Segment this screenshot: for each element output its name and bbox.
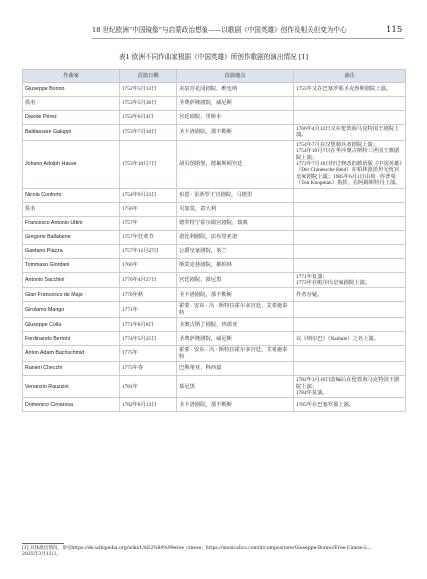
composer-cell: Girolamo Mango xyxy=(23,302,120,318)
composer-cell: Gregorio Ballabene xyxy=(23,230,120,244)
composer-cell: Venanzio Rauzzini xyxy=(23,376,120,398)
composer-cell: Antonio Sacchini xyxy=(23,272,120,288)
date-cell: 1757年12月27日 xyxy=(120,244,177,258)
date-cell: 1757年狂欢节 xyxy=(120,230,177,244)
venue-cell: 圣奥古斯丁剧院，热那亚 xyxy=(177,318,294,332)
date-cell: 1775年 xyxy=(120,346,177,362)
notes-cell xyxy=(294,302,406,318)
notes-cell xyxy=(294,346,406,362)
table-row xyxy=(23,230,406,244)
date-cell: 1756年 xyxy=(120,202,177,216)
notes-cell xyxy=(294,216,406,230)
header-rule xyxy=(92,38,404,39)
venue-cell: 贝加莫，意大利 xyxy=(177,202,294,216)
table-caption: 表1 欧洲不同作曲家根据《中国英雄》所创作歌剧的演出情况 [1] xyxy=(118,53,309,61)
notes-cell xyxy=(294,202,406,216)
table-row xyxy=(23,272,406,288)
date-cell: 1775年春 xyxy=(120,362,177,376)
date-cell: 1771年8月8日 xyxy=(120,318,177,332)
column-header-venue: 首演地点 xyxy=(177,70,294,83)
venue-cell: 霍蒙 · 安东 · 冯 · 斯特拉霍尔多宫廷，艾希施泰特 xyxy=(177,346,294,362)
table-row xyxy=(23,140,406,188)
composer-cell: Nicola Conforto xyxy=(23,188,120,202)
venue-cell: 巴斯蒂亚，科西嘉 xyxy=(177,362,294,376)
date-cell: 1774年5月25日 xyxy=(120,332,177,346)
date-cell: 1771年 xyxy=(120,302,177,318)
date-cell: 1757年 xyxy=(120,216,177,230)
venue-cell: 圣卡洛剧院，那不勒斯 xyxy=(177,398,294,412)
table-row xyxy=(23,97,406,111)
venue-cell: 慕尼黑 xyxy=(177,376,294,398)
notes-cell: 1785年在巴塞罗那上演。 xyxy=(294,398,406,412)
composer-cell: 佚名 xyxy=(23,97,120,111)
table-row xyxy=(23,111,406,125)
notes-cell xyxy=(294,258,406,272)
running-title: 18 世纪欧洲“中国镜像”与启蒙政治想象——以歌剧《中国英雄》创作及相关但变为中心 xyxy=(92,26,347,34)
table-row xyxy=(23,188,406,202)
table-row xyxy=(23,288,406,302)
date-cell: 1753年7月10日 xyxy=(120,125,177,141)
composer-cell: 佚名 xyxy=(23,202,120,216)
venue-cell: 霍蒙 · 安东 · 冯 · 斯特拉霍尔多宫廷，艾希施泰特 xyxy=(177,302,294,318)
date-cell: 1782年8月13日 xyxy=(120,398,177,412)
date-cell: 1781年 xyxy=(120,376,177,398)
table-row xyxy=(23,244,406,258)
venue-cell: 圣卡洛剧院，那不勒斯 xyxy=(177,125,294,141)
notes-cell xyxy=(294,318,406,332)
table-row xyxy=(23,216,406,230)
column-header-composer: 作曲家 xyxy=(23,70,120,83)
table-row xyxy=(23,362,406,376)
composer-cell: Gian Francesco de Majo xyxy=(23,288,120,302)
composer-cell: Johann Adolph Hasse xyxy=(23,140,120,188)
composer-cell: Baldassare Galuppi xyxy=(23,125,120,141)
notes-cell: 1782年3月16日改编后在伦敦海马克特国王剧院上演； 1784年复演。 xyxy=(294,376,406,398)
table-row xyxy=(23,202,406,216)
date-cell: 1753年5月30日 xyxy=(120,97,177,111)
notes-cell xyxy=(294,188,406,202)
table-row xyxy=(23,258,406,272)
composer-cell: Domenico Cimarosa xyxy=(23,398,120,412)
venue-cell: 德罗特宁霍尔姆宫剧院，瑞典 xyxy=(177,216,294,230)
venue-cell: 布恩 · 雷蒂罗王宫剧院，马德里 xyxy=(177,188,294,202)
table-row xyxy=(23,302,406,318)
notes-cell xyxy=(294,230,406,244)
date-cell: 1766年 xyxy=(120,258,177,272)
notes-cell: 1766年4月12日又在伦敦海马克特国王剧院上演。 xyxy=(294,125,406,141)
venue-cell: 美泉宫花园剧院，维也纳 xyxy=(177,83,294,97)
composer-cell: Ferdinando Bertoni xyxy=(23,332,120,346)
footnote: [1] 具体演出情况，参见https://de.wikipedia.org/wiki/L%E2%80%99eroe_cinese；https://musicalics.com/it/compositore/Giuseppe-Bonno/Eroe-Cinese-L... 2025年3月12日。 xyxy=(22,546,372,557)
table-header-row xyxy=(23,70,406,83)
venue-cell: 胡贝图斯堡，德累斯顿宫廷 xyxy=(177,140,294,188)
date-cell: 1770年4月27日 xyxy=(120,272,177,288)
date-cell: 1770年秋 xyxy=(120,288,177,302)
footnote-rule xyxy=(22,543,64,544)
composer-cell: Giuseppe Colla xyxy=(23,318,120,332)
venue-cell: 圣卡洛剧院，那不勒斯 xyxy=(177,288,294,302)
performance-table xyxy=(22,69,406,412)
venue-cell: 宫廷剧院，慕尼黑 xyxy=(177,272,294,288)
venue-cell: 圣费萨隆剧院，威尼斯 xyxy=(177,332,294,346)
venue-cell: 斯莫克巷剧院，都柏林 xyxy=(177,258,294,272)
notes-cell: 1755年又在巴塞罗那圣克鲁斯剧院上演。 xyxy=(294,83,406,97)
date-cell: 1753年6月4日 xyxy=(120,111,177,125)
notes-cell: 1754年7月在汉堡骑兵者剧院上演； 1754年10月7日在华沙奥古斯特三世国王歌剧院上演； 1773年7月18日经过修改的德语版《中国英雄》（Der Chinessche Held）在柏林波茨坦无忧宫皇家剧院上演；1985年6月1日由荷 · 库普曼（Ton Koopman）指挥，在阿姆斯特丹上演。 xyxy=(294,140,406,188)
notes-cell xyxy=(294,244,406,258)
table-row xyxy=(23,346,406,362)
composer-cell: Ranieri Checchi xyxy=(23,362,120,376)
composer-cell: Anton Adam Bachschmid xyxy=(23,346,120,362)
composer-cell: Davide Pérez xyxy=(23,111,120,125)
column-header-notes: 备注 xyxy=(294,70,406,83)
composer-cell: Tommaso Giordani xyxy=(23,258,120,272)
notes-cell: 以《纳尔巴》（Narbale）之名上演。 xyxy=(294,332,406,346)
table-row xyxy=(23,318,406,332)
notes-cell: 1771年复演； 1773年在帕尔玛皇家剧院上演。 xyxy=(294,272,406,288)
notes-cell: 作者存疑。 xyxy=(294,288,406,302)
composer-cell: Giuseppe Bonno xyxy=(23,83,120,97)
composer-cell: Gaetano Piazza xyxy=(23,244,120,258)
notes-cell xyxy=(294,97,406,111)
date-cell: 1754年9月23日 xyxy=(120,188,177,202)
table-row xyxy=(23,125,406,141)
venue-cell: 公爵皇家剧院，米兰 xyxy=(177,244,294,258)
table-row xyxy=(23,398,406,412)
venue-cell: 宫廷剧院，里斯本 xyxy=(177,111,294,125)
column-header-date: 首演日期 xyxy=(120,70,177,83)
page-number: 115 xyxy=(386,25,403,35)
table-row xyxy=(23,83,406,97)
table-row xyxy=(23,332,406,346)
notes-cell xyxy=(294,111,406,125)
venue-cell: 诺比利剧院，法布里亚诺 xyxy=(177,230,294,244)
venue-cell: 圣费萨隆剧院，威尼斯 xyxy=(177,97,294,111)
notes-cell xyxy=(294,362,406,376)
composer-cell: Francesco Antonio Uttini xyxy=(23,216,120,230)
table-row xyxy=(23,376,406,398)
date-cell: 1752年5月13日 xyxy=(120,83,177,97)
date-cell: 1753年10月7日 xyxy=(120,140,177,188)
